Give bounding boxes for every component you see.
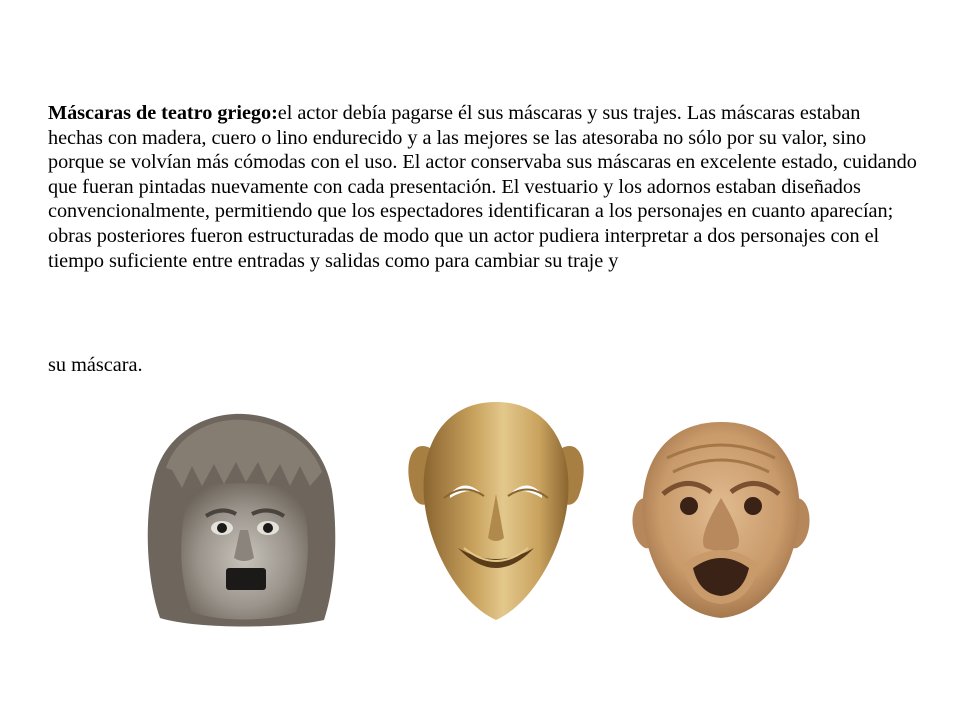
paragraph-lead: Máscaras de teatro griego: <box>48 102 278 124</box>
comic-mask-image <box>400 398 592 624</box>
tragic-mask-image <box>140 408 340 630</box>
slide-paragraph <box>48 101 918 273</box>
grotesque-mask-image <box>627 418 815 622</box>
paragraph-tail: su máscara. <box>48 354 143 376</box>
paragraph-body: el actor debía pagarse él sus máscaras y sus trajes. Las máscaras estaban hechas con madera, cuero o lino endurecido y a las mejores se las atesoraba no sólo por su valor, sino porque se volvían más cómodas con el uso. El actor conservaba sus máscaras en excelente estado, cuidando que fueran pintadas nuevamente con cada presentación. El vestuario y los adornos estaban diseñados convencionalmente, permitiendo que los espectadores identificaran a los personajes en cuanto aparecían; obras posteriores fueron estructuradas de modo que un actor pudiera interpretar a dos personajes con el tiempo suficiente entre entradas y salidas como para cambiar su traje y <box>48 102 917 272</box>
